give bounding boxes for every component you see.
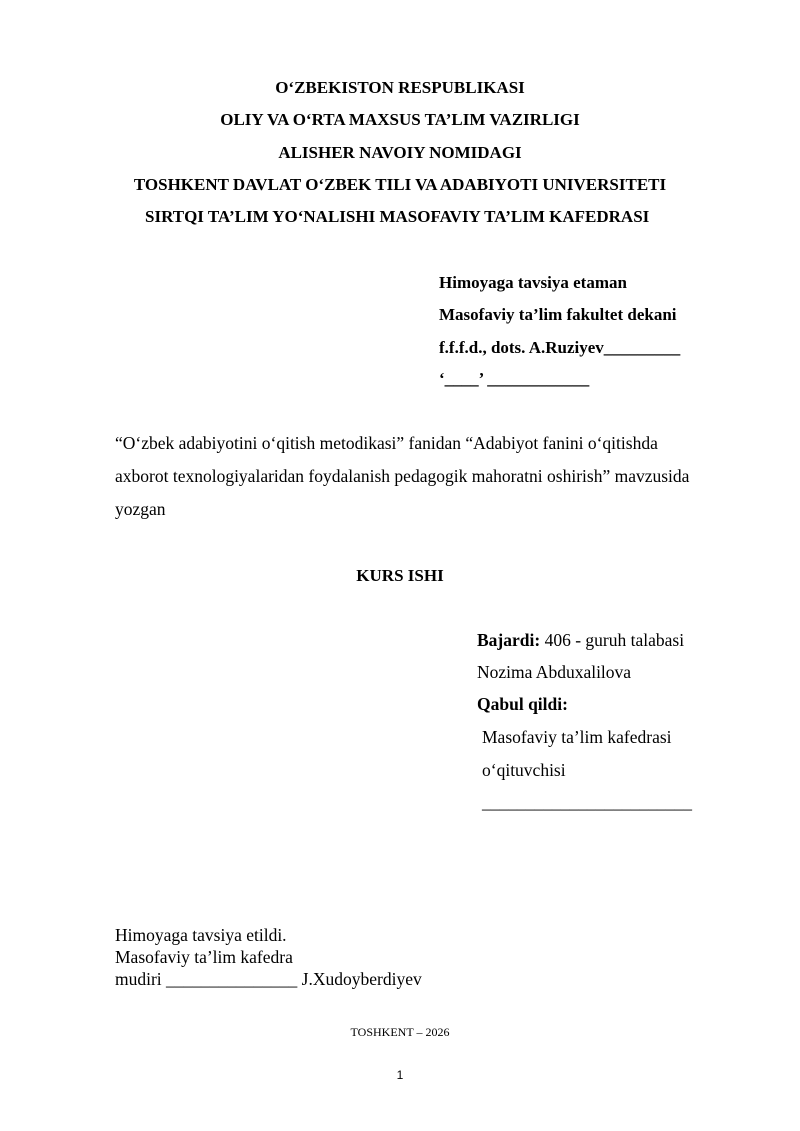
approval-line-4: ‘____’ ____________ xyxy=(439,369,590,388)
city-year: TOSHKENT – 2026 xyxy=(350,1025,450,1039)
footer-line-1: Himoyaga tavsiya etildi. xyxy=(115,925,287,945)
footer-line-3: mudiri _______________ J.Xudoyberdiyev xyxy=(115,969,422,989)
header-line-4: TOSHKENT DAVLAT O‘ZBEK TILI VA ADABIYOTI UNIVERSITETI xyxy=(133,175,667,194)
student-name: Nozima Abduxalilova xyxy=(477,662,632,682)
header-line-5: SIRTQI TA’LIM YO‘NALISHI MASOFAVIY TA’LIM KAFEDRASI xyxy=(145,207,650,226)
signature-line: ________________________ xyxy=(482,792,692,812)
document-title: KURS ISHI xyxy=(356,566,444,585)
description-line-3: yozgan xyxy=(115,499,166,519)
accepted-label: Qabul qildi: xyxy=(477,694,568,714)
header-line-1: O‘ZBEKISTON RESPUBLIKASI xyxy=(275,78,525,97)
approval-line-2: Masofaviy ta’lim fakultet dekani xyxy=(439,305,677,324)
approval-line-1: Himoyaga tavsiya etaman xyxy=(439,273,627,292)
description-line-2: axborot texnologiyalaridan foydalanish pedagogik mahoratni oshirish” mavzusida xyxy=(115,466,690,486)
header-line-3: ALISHER NAVOIY NOMIDAGI xyxy=(278,143,522,162)
department-name: Masofaviy ta’lim kafedrasi xyxy=(482,727,672,747)
footer-line-2: Masofaviy ta’lim kafedra xyxy=(115,947,293,967)
approval-line-3: f.f.f.d., dots. A.Ruziyev_________ xyxy=(439,338,681,357)
description-line-1: “O‘zbek adabiyotini o‘qitish metodikasi” fanidan “Adabiyot fanini o‘qitishda xyxy=(115,433,658,453)
performed-by xyxy=(477,630,684,651)
teacher-role: o‘qituvchisi xyxy=(482,760,566,780)
performed-value: 406 - guruh talabasi xyxy=(540,630,685,650)
performed-label: Bajardi: xyxy=(477,630,541,650)
page-number: 1 xyxy=(396,1068,404,1082)
header-line-2: OLIY VA O‘RTA MAXSUS TA’LIM VAZIRLIGI xyxy=(220,110,580,129)
